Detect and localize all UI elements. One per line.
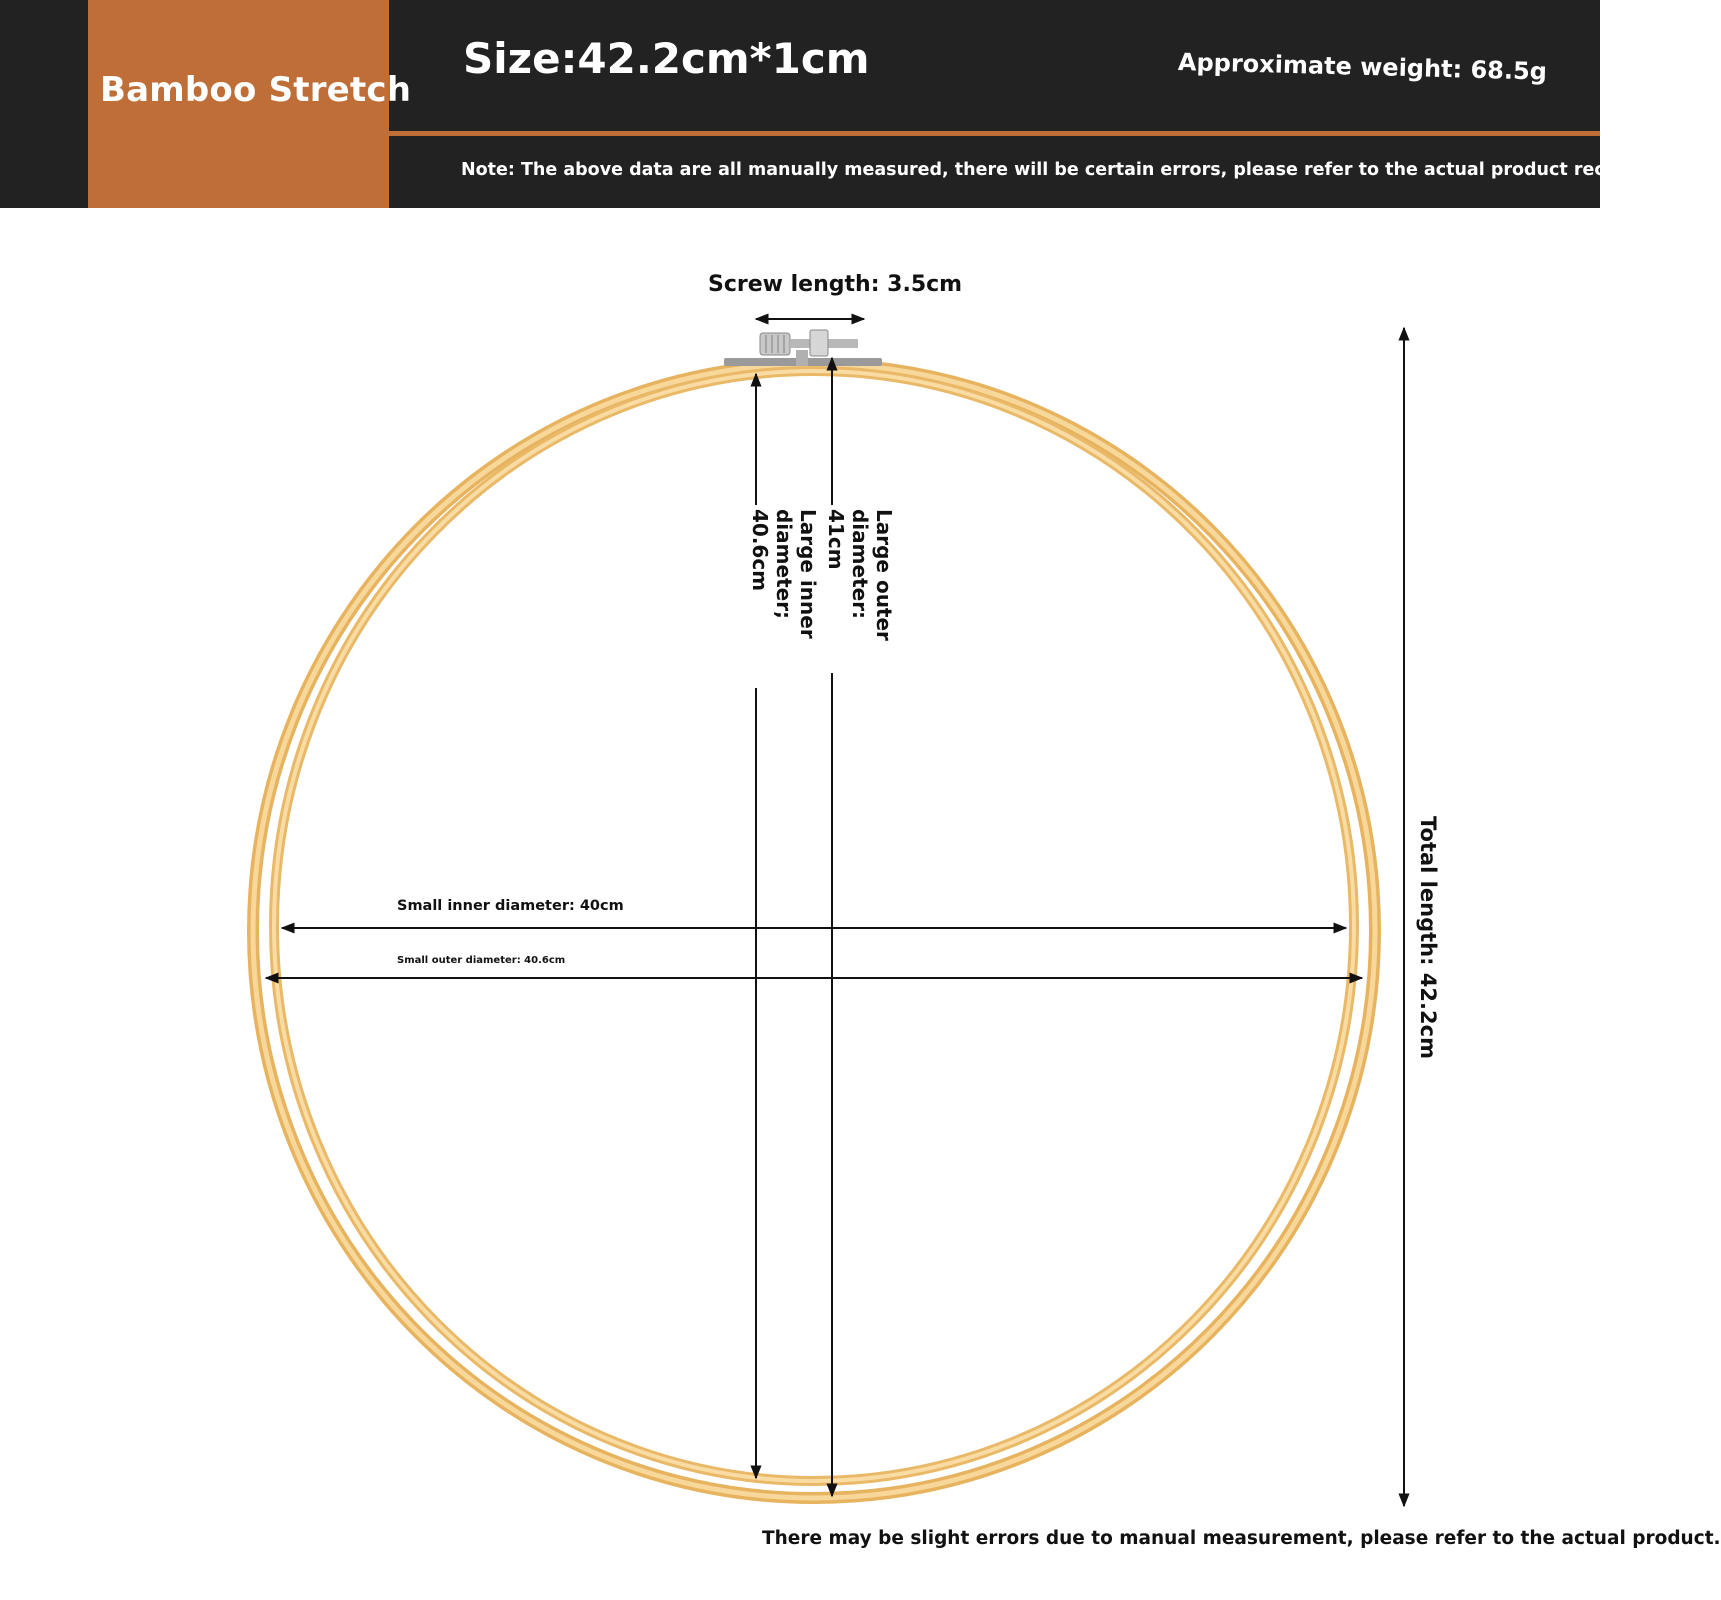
- screw-length-label: Screw length: 3.5cm: [700, 270, 970, 299]
- brand-title: Bamboo Stretch: [100, 70, 412, 110]
- footer-disclaimer: There may be slight errors due to manual measurement, please refer to the actual product.: [762, 1528, 1721, 1549]
- large-outer-label: Large outer diameter: 41cm: [822, 505, 898, 673]
- measurement-note: Note: The above data are all manually measured, there will be certain errors, please refer to the actual product received!: [461, 160, 1667, 180]
- large-inner-label: Large inner diameter; 40.6cm: [746, 505, 822, 688]
- weight-text: Approximate weight: 68.5g: [1177, 48, 1548, 86]
- small-inner-label: Small inner diameter: 40cm: [397, 898, 624, 914]
- total-length-label: Total length: 42.2cm: [1414, 812, 1442, 1063]
- screw-clasp: [724, 330, 882, 366]
- small-outer-label: Small outer diameter: 40.6cm: [397, 955, 566, 966]
- size-title: Size:42.2cm*1cm: [463, 34, 870, 83]
